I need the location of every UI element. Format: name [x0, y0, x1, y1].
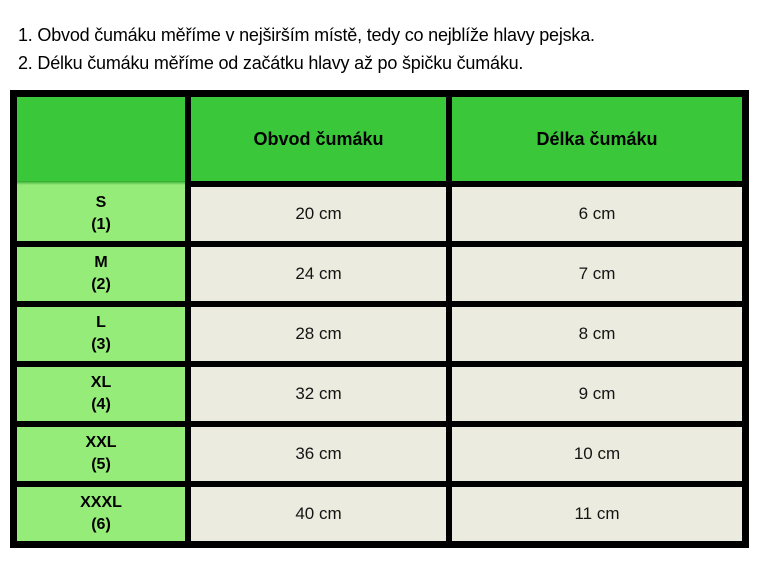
size-label: L [96, 314, 106, 331]
size-label: XXXL [80, 494, 122, 511]
obvod-value-cell: 36 cm [191, 427, 446, 481]
obvod-value-cell: 32 cm [191, 367, 446, 421]
measurement-instructions [18, 21, 595, 77]
delka-value-cell: 6 cm [452, 187, 742, 241]
delka-value-cell: 7 cm [452, 247, 742, 301]
size-number: (3) [91, 336, 111, 353]
delka-value-cell: 9 cm [452, 367, 742, 421]
delka-value-cell: 11 cm [452, 487, 742, 541]
size-cell [17, 487, 185, 541]
size-cell [17, 187, 185, 241]
size-label: XL [90, 374, 112, 391]
obvod-value-cell: 20 cm [191, 187, 446, 241]
size-number: (1) [91, 216, 111, 233]
size-label: XXL [85, 434, 117, 451]
delka-value-cell: 10 cm [452, 427, 742, 481]
size-cell [17, 367, 185, 421]
size-cell [17, 307, 185, 361]
muzzle-size-table [10, 90, 749, 548]
size-number: (2) [91, 276, 111, 293]
size-number: (5) [91, 456, 111, 473]
obvod-value-cell: 40 cm [191, 487, 446, 541]
obvod-value-cell: 24 cm [191, 247, 446, 301]
size-cell [17, 247, 185, 301]
size-number: (6) [91, 516, 111, 533]
size-number: (4) [91, 396, 111, 413]
header-corner-cell [17, 97, 185, 181]
obvod-value-cell: 28 cm [191, 307, 446, 361]
size-label: M [94, 254, 108, 271]
header-obvod-cumaku: Obvod čumáku [191, 97, 446, 181]
instruction-line-1: 1. Obvod čumáku měříme v nejširším místě, tedy co nejblíže hlavy pejska. [18, 25, 595, 45]
size-label: S [95, 194, 107, 211]
size-cell [17, 427, 185, 481]
delka-value-cell: 8 cm [452, 307, 742, 361]
header-delka-cumaku: Délka čumáku [452, 97, 742, 181]
instruction-line-2: 2. Délku čumáku měříme od začátku hlavy až po špičku čumáku. [18, 53, 524, 73]
